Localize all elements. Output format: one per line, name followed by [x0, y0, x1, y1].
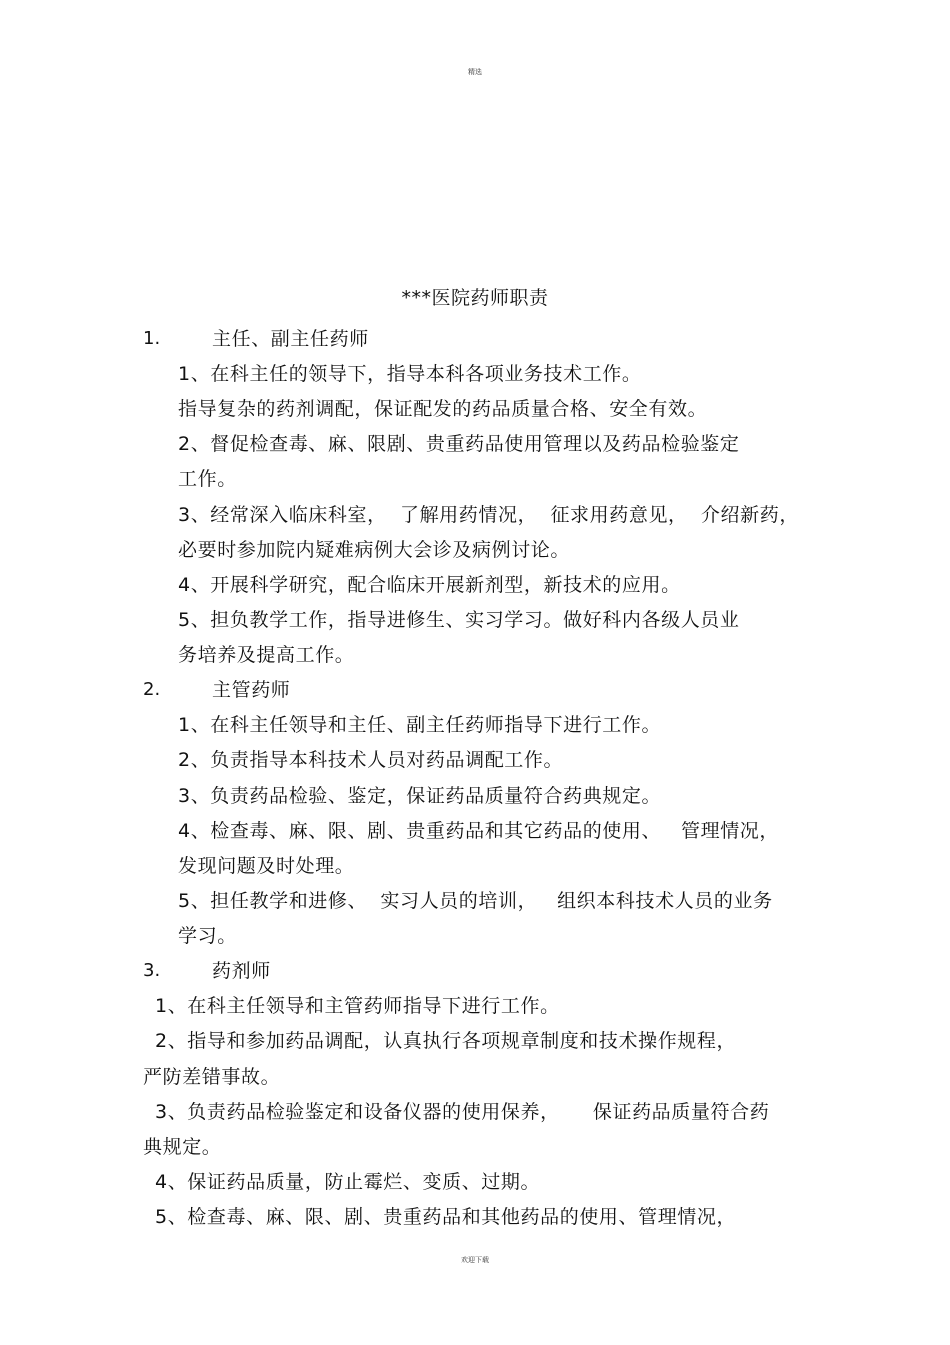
section-1-line: 指导复杂的药剂调配，保证配发的药品质量合格、安全有效。: [178, 398, 708, 420]
section-2-number: 2.: [143, 679, 161, 700]
section-3-line: 典规定。: [143, 1136, 222, 1158]
section-3-line: 3、负责药品检验鉴定和设备仪器的使用保养， 保证药品质量符合药: [155, 1101, 770, 1123]
section-1-line: 5、担负教学工作，指导进修生、实习学习。做好科内各级人员业: [178, 609, 740, 631]
section-2-line: 4、检查毒、麻、限、剧、贵重药品和其它药品的使用、 管理情况，: [178, 820, 780, 842]
section-1-line: 工作。: [178, 468, 237, 490]
section-1-line: 务培养及提高工作。: [178, 644, 355, 666]
section-2-line: 学习。: [178, 925, 237, 947]
section-3-heading: 药剂师: [212, 960, 271, 982]
section-1-line: 2、督促检查毒、麻、限剧、贵重药品使用管理以及药品检验鉴定: [178, 433, 740, 455]
page-footer: 欢迎下载: [461, 1256, 489, 1264]
document-title: ***医院药师职责: [401, 287, 549, 309]
section-3-line: 4、保证药品质量，防止霉烂、变质、过期。: [155, 1171, 541, 1193]
section-3-line: 1、在科主任领导和主管药师指导下进行工作。: [155, 995, 560, 1017]
section-1-line: 1、在科主任的领导下，指导本科各项业务技术工作。: [178, 363, 642, 385]
section-2-line: 3、负责药品检验、鉴定，保证药品质量符合药典规定。: [178, 785, 662, 807]
section-2-line: 发现问题及时处理。: [178, 855, 355, 877]
section-2-line: 2、负责指导本科技术人员对药品调配工作。: [178, 749, 564, 771]
section-1-line: 4、开展科学研究，配合临床开展新剂型，新技术的应用。: [178, 574, 681, 596]
section-1-heading: 主任、副主任药师: [212, 328, 369, 350]
page-header: 精选: [468, 68, 482, 76]
section-3-line: 2、指导和参加药品调配，认真执行各项规章制度和技术操作规程，: [155, 1030, 737, 1052]
section-2-line: 1、在科主任领导和主任、副主任药师指导下进行工作。: [178, 714, 662, 736]
section-2-line: 5、担任教学和进修、 实习人员的培训， 组织本科技术人员的业务: [178, 890, 773, 912]
section-3-line: 5、检查毒、麻、限、剧、贵重药品和其他药品的使用、管理情况，: [155, 1206, 737, 1228]
section-1-line: 必要时参加院内疑难病例大会诊及病例讨论。: [178, 539, 571, 561]
section-1-line: 3、经常深入临床科室， 了解用药情况， 征求用药意见， 介绍新药，: [178, 504, 799, 526]
section-3-line: 严防差错事故。: [143, 1066, 281, 1088]
section-1-number: 1.: [143, 328, 161, 349]
section-3-number: 3.: [143, 960, 161, 981]
section-2-heading: 主管药师: [212, 679, 291, 701]
